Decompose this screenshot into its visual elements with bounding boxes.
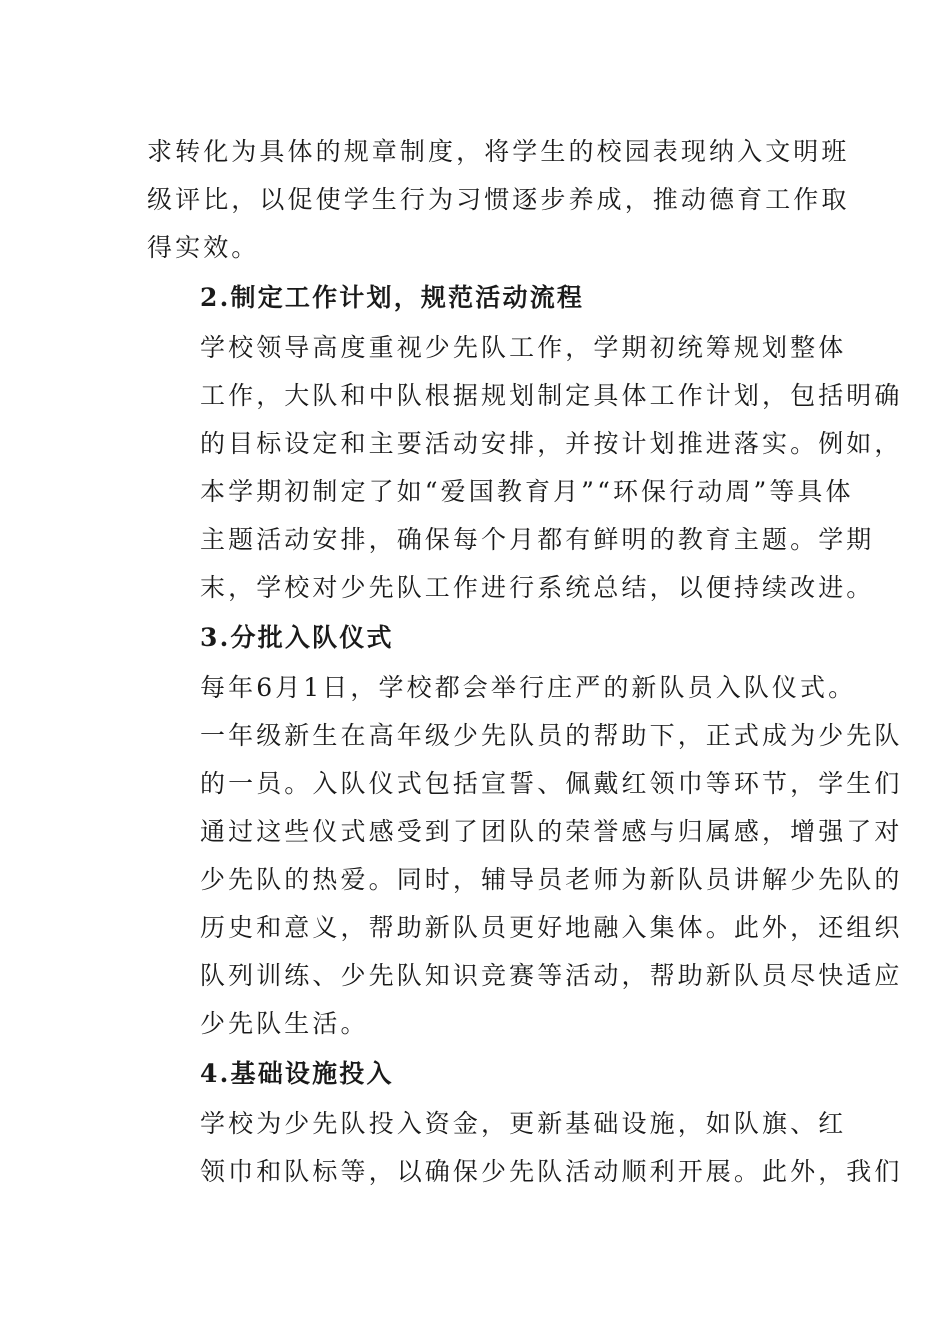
paragraph-continued bbox=[147, 128, 850, 272]
text-line: 主题活动安排，确保每个月都有鲜明的教育主题。学期 bbox=[200, 525, 875, 554]
text-line: 的一员。入队仪式包括宣誓、佩戴红领巾等环节，学生们 bbox=[200, 769, 903, 798]
text-line: 每年6月1日，学校都会举行庄严的新队员入队仪式。 bbox=[200, 673, 857, 702]
text-line: 学校为少先队投入资金，更新基础设施，如队旗、红 bbox=[200, 1109, 847, 1138]
document-body bbox=[147, 128, 903, 1196]
text-line: 末，学校对少先队工作进行系统总结，以便持续改进。 bbox=[200, 573, 875, 602]
section-heading-3: 3.分批入队仪式 bbox=[200, 623, 394, 652]
text-line: 级评比，以促使学生行为习惯逐步养成，推动德育工作取 bbox=[147, 185, 850, 214]
section-heading-2: 2.制定工作计划，规范活动流程 bbox=[200, 283, 585, 312]
text-line: 少先队的热爱。同时，辅导员老师为新队员讲解少先队的 bbox=[200, 865, 903, 894]
text-line: 领巾和队标等，以确保少先队活动顺利开展。此外，我们 bbox=[200, 1157, 903, 1186]
text-line: 一年级新生在高年级少先队员的帮助下，正式成为少先队 bbox=[200, 721, 903, 750]
text-line: 历史和意义，帮助新队员更好地融入集体。此外，还组织 bbox=[200, 913, 903, 942]
text-line: 的目标设定和主要活动安排，并按计划推进落实。例如， bbox=[200, 429, 903, 458]
paragraph-induction-ceremony bbox=[147, 664, 903, 1048]
text-line: 工作，大队和中队根据规划制定具体工作计划，包括明确 bbox=[200, 381, 903, 410]
text-line: 本学期初制定了如“爱国教育月”“环保行动周”等具体 bbox=[200, 477, 854, 506]
text-line: 通过这些仪式感受到了团队的荣誉感与归属感，增强了对 bbox=[200, 817, 903, 846]
text-line: 队列训练、少先队知识竞赛等活动，帮助新队员尽快适应 bbox=[200, 961, 903, 990]
text-line: 学校领导高度重视少先队工作，学期初统筹规划整体 bbox=[200, 333, 847, 362]
paragraph-infrastructure bbox=[147, 1100, 903, 1196]
text-line: 少先队生活。 bbox=[200, 1009, 369, 1038]
paragraph-work-plan bbox=[147, 324, 903, 612]
text-line: 求转化为具体的规章制度，将学生的校园表现纳入文明班 bbox=[147, 137, 850, 166]
text-line: 得实效。 bbox=[147, 233, 260, 262]
section-heading-4: 4.基础设施投入 bbox=[200, 1059, 394, 1088]
